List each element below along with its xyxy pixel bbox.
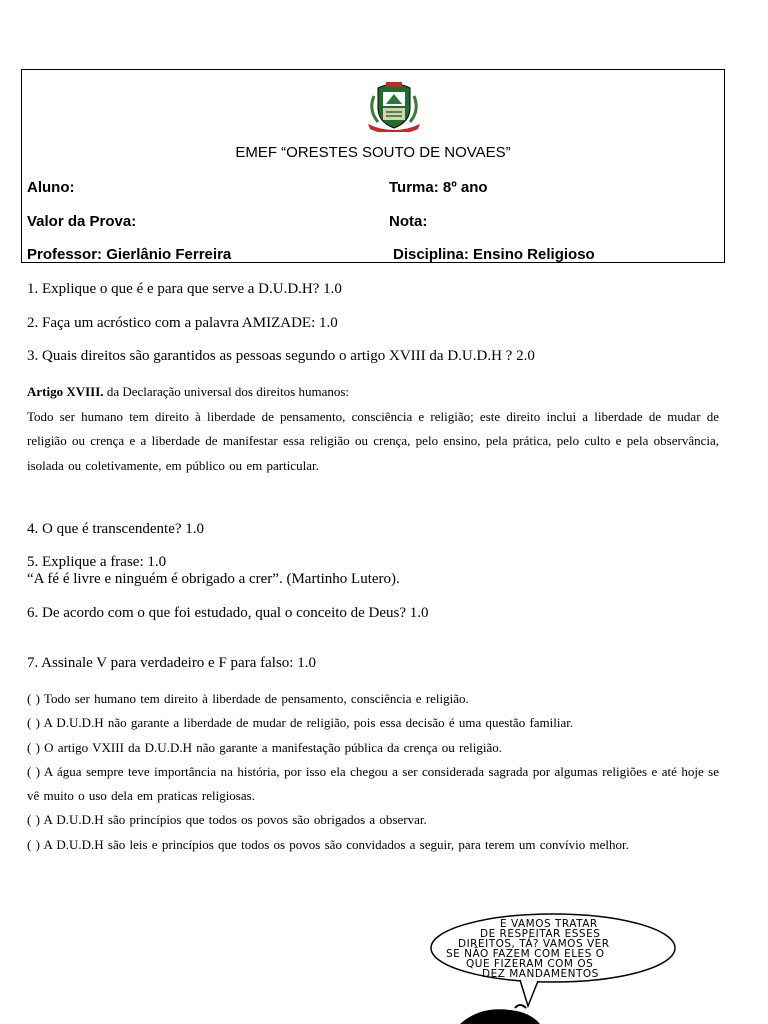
question-4: 4. O que é transcendente? 1.0 <box>27 521 205 537</box>
question-5: 5. Explique a frase: 1.0 <box>27 554 167 570</box>
article-xviii <box>27 380 719 478</box>
article-heading <box>27 380 719 405</box>
article-title: Artigo XVIII. <box>27 384 104 399</box>
class-label: Turma: 8º ano <box>389 179 488 196</box>
article-subtitle: da Declaração universal dos direitos humanos: <box>103 384 350 399</box>
bubble-line: DIREITOS, TÁ? VAMOS VER <box>458 938 610 950</box>
article-text: Todo ser humano tem direito à liberdade de pensamento, consciência e religião; este direito inclui a liberdade de mudar de religião ou crença e a liberdade de manifestar essa religião ou crença, pelo ensino, pela prática, pelo culto e pela observância, isolada ou coletivamente, em público ou em particular. <box>27 408 719 473</box>
exam-header <box>21 69 725 263</box>
quote-martinho-lutero: “A fé é livre e ninguém é obrigado a crer”. (Martinho Lutero). <box>27 571 400 587</box>
subject-label: Disciplina: Ensino Religioso <box>393 246 595 263</box>
school-name: EMEF “ORESTES SOUTO DE NOVAES” <box>235 144 511 161</box>
cartoon-illustration <box>420 910 690 1024</box>
true-false-item: ( ) A D.U.D.H são princípios que todos os povos são obrigados a observar. <box>27 812 427 828</box>
true-false-item: ( ) Todo ser humano tem direito à liberdade de pensamento, consciência e religião. <box>27 691 469 706</box>
question-2: 2. Faça um acróstico com a palavra AMIZADE: 1.0 <box>27 315 338 331</box>
municipal-crest-icon <box>364 82 424 132</box>
true-false-item: ( ) A água sempre teve importância na história, por isso ela chegou a ser considerada sagrada por algumas religiões e até hoje se vê muito o uso dela em praticas religiosas. <box>27 763 719 804</box>
grade-label: Nota: <box>389 213 428 230</box>
true-false-item: ( ) A D.U.D.H não garante a liberdade de mudar de religião, pois essa decisão é uma questão familiar. <box>27 715 574 731</box>
bubble-line: DE RESPEITAR ESSES <box>480 928 601 940</box>
question-1: 1. Explique o que é e para que serve a D.U.D.H? 1.0 <box>27 281 342 297</box>
bubble-line: E VAMOS TRATAR <box>500 918 598 930</box>
student-label: Aluno: <box>27 179 75 196</box>
bubble-line: SE NÃO FAZEM COM ELES O <box>446 948 605 960</box>
bubble-line: QUE FIZERAM COM OS <box>466 958 594 970</box>
true-false-list <box>27 687 719 857</box>
bubble-line: DEZ MANDAMENTOS <box>482 968 599 980</box>
true-false-item: ( ) A D.U.D.H são leis e princípios que todos os povos são convidados a seguir, para terem um convívio melhor. <box>27 836 629 852</box>
exam-value-label: Valor da Prova: <box>27 213 137 230</box>
true-false-item: ( ) O artigo VXIII da D.U.D.H não garante a manifestação pública da crença ou religião. <box>27 739 502 755</box>
question-6: 6. De acordo com o que foi estudado, qual o conceito de Deus? 1.0 <box>27 605 429 621</box>
teacher-label: Professor: Gierlânio Ferreira <box>27 246 232 263</box>
question-3: 3. Quais direitos são garantidos as pessoas segundo o artigo XVIII da D.U.D.H ? 2.0 <box>27 348 535 364</box>
question-7: 7. Assinale V para verdadeiro e F para falso: 1.0 <box>27 655 316 671</box>
